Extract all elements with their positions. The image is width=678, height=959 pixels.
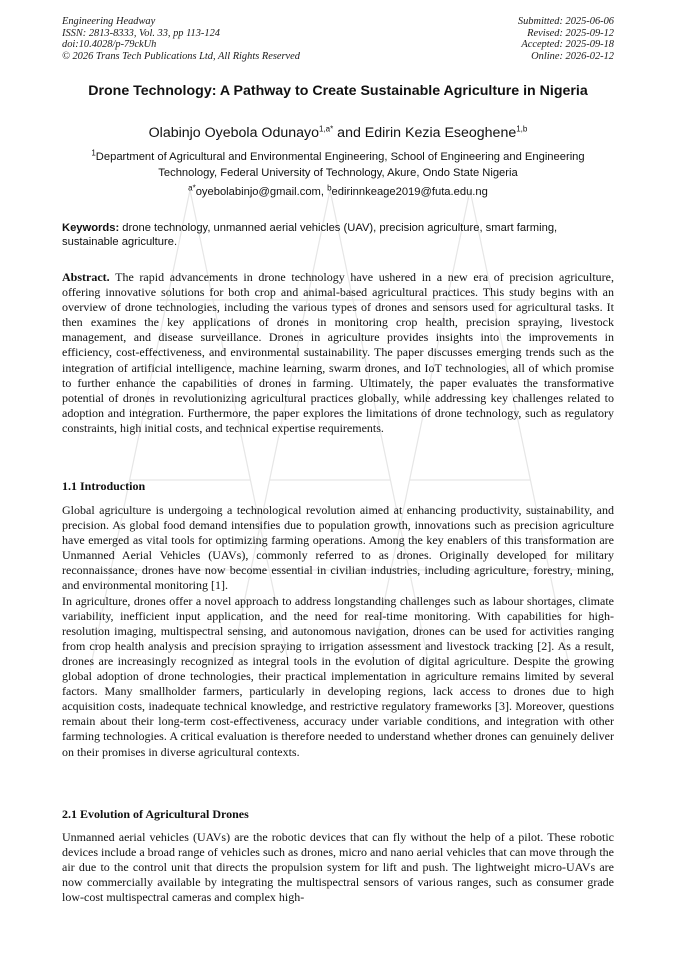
author-line	[62, 124, 614, 142]
issn-line: ISSN: 2813-8333, Vol. 33, pp 113-124	[62, 27, 220, 39]
header-left	[62, 16, 300, 62]
submitted-date: Submitted: 2025-06-06	[517, 16, 614, 27]
evolution-body	[62, 830, 614, 905]
author-2-name: Edirin Kezia Eseoghene	[364, 125, 517, 141]
online-date: Online: 2026-02-12	[531, 50, 614, 62]
email-a-superscript: a*	[188, 183, 196, 193]
affiliation	[62, 150, 614, 181]
author-joiner: and	[333, 125, 365, 141]
revised-date: Revised: 2025-09-12	[527, 27, 614, 39]
section-heading-introduction: 1.1 Introduction	[62, 479, 146, 493]
evolution-paragraph-1: Unmanned aerial vehicles (UAVs) are the robotic devices that can fly without the help of a pilot. These robotic devices include a broad range of vehicles such as drones, micro and nano aerial vehicles that can move through the air due to the control unit that directs the propulsion system for lift and push. The lightweight micro-UAVs are now commercially available by integrating the multispectral sensors of various ranges, such as consumer grade low-cost multispectral cameras and complex high-	[62, 830, 614, 905]
introduction-body	[62, 503, 614, 760]
introduction-paragraph-2: In agriculture, drones offer a novel approach to address longstanding challenges such as labour shortages, climate variability, inefficient input application, and the need for real-time monitoring. With capabilities for high-resolution imaging, multispectral sensing, and autonomous navigation, drones can be used for activities ranging from crop health analysis and precision spraying to irrigation assessment and livestock tracking [2]. As a result, drones are increasingly recognized as integral tools in the evolution of digital agriculture. Despite the growing global adoption of drone technologies, their practical implementation in agriculture remains limited by several factors. Many smallholder farmers, particularly in developing regions, lack access to drones due to high acquisition costs, inadequate technical knowledge, and restrictive regulatory frameworks [3]. Moreover, questions remain about their long-term cost-effectiveness, accuracy under variable conditions, and integration with other farming technologies. A critical evaluation is therefore needed to understand whether drones can genuinely deliver on their promises in diverse agricultural contexts.	[62, 593, 614, 759]
accepted-date: Accepted: 2025-09-18	[521, 39, 614, 50]
affiliation-text: Department of Agricultural and Environmental Engineering, School of Engineering and Engineering Technology, Federal University of Technology, Akure, Ondo State Nigeria	[95, 151, 585, 179]
email-a[interactable]: oyebolabinjo@gmail.com,	[195, 186, 328, 198]
keywords-text: drone technology, unmanned aerial vehicles (UAV), precision agriculture, smart farming, sustainable agriculture.	[62, 222, 558, 248]
introduction-paragraph-1: Global agriculture is undergoing a technological revolution aimed at enhancing productivity, sustainability, and precision. As global food demand intensifies due to population growth, innovations such as precision agriculture have emerged as vital tools for optimizing farming operations. Among the key enablers of this transformation are Unmanned Aerial Vehicles (UAVs), commonly referred to as drones. Originally developed for military reconnaissance, drones have now become essential in civilian industries, including agriculture, forestry, mining, and environmental monitoring [1].	[62, 503, 614, 593]
author-emails	[62, 185, 614, 199]
paper-title: Drone Technology: A Pathway to Create Sustainable Agriculture in Nigeria	[88, 83, 588, 99]
keywords-label: Keywords:	[62, 222, 120, 234]
abstract-label: Abstract.	[62, 270, 110, 284]
copyright-line: © 2026 Trans Tech Publications Ltd, All Rights Reserved	[62, 50, 300, 62]
email-b[interactable]: edirinnkeage2019@futa.edu.ng	[331, 186, 488, 198]
journal-name: Engineering Headway	[62, 16, 156, 27]
affiliation-superscript: 1	[91, 148, 96, 158]
abstract-text: The rapid advancements in drone technology have ushered in a new era of precision agriculture, offering innovative solutions for both crop and animal-based agricultural practices. This study begins with an overview of drone technologies, including the various types of drones and sensors used for agricultural tasks. It then examines the key applications of drones in monitoring crop health, precision spraying, livestock management, and disease surveillance. Drones in agriculture provides insights into the improvements in efficiency, cost-effectiveness, and environmental sustainability. The paper discusses emerging trends such as the integration of artificial intelligence, machine learning, swarm drones, and IoT technologies, all of which promise to further enhance the capabilities of drones in farming. Ultimately, the paper evaluates the transformative potential of drones in revolutionizing agricultural practices globally, while addressing key challenges related to adoption and integration. Furthermore, the paper explores the limitations of drone technology, such as regulatory constraints, high initial costs, and technical expertise requirements.	[62, 270, 614, 435]
section-heading-evolution: 2.1 Evolution of Agricultural Drones	[62, 807, 249, 821]
author-2-superscript: 1,b	[516, 124, 528, 134]
keywords-block	[62, 221, 614, 249]
author-1-superscript: 1,a*	[319, 124, 334, 134]
email-b-superscript: b	[327, 183, 332, 193]
doi-line: doi:10.4028/p-79ckUh	[62, 39, 157, 50]
header-right	[518, 16, 614, 62]
author-1-name: Olabinjo Oyebola Odunayo	[148, 125, 319, 141]
abstract-block	[62, 270, 614, 436]
